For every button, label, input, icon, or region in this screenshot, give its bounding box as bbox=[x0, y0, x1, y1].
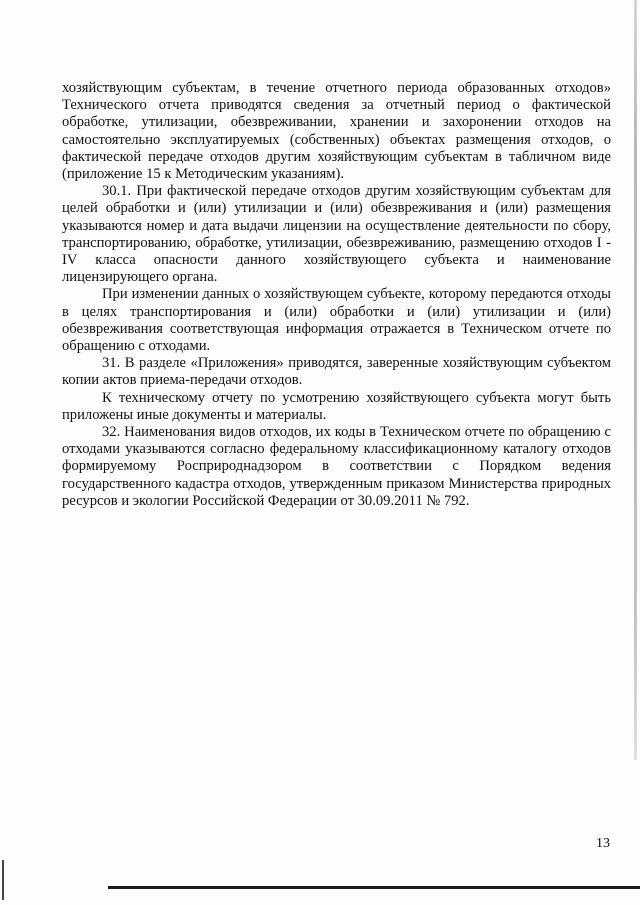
scan-left-mark bbox=[2, 860, 4, 900]
scan-edge-shadow bbox=[634, 0, 637, 760]
paragraph-31: 31. В разделе «Приложения» приводятся, заверенные хозяйствующим субъектом копии актов приема-передачи отходов. bbox=[62, 355, 611, 389]
paragraph-30-1: 30.1. При фактической передаче отходов другим хозяйствующим субъектам для целей обработки и (или) утилизации и (или) обезвреживания и (или) размещения указываются номер и дата выдачи лицензии на осуществление деятельности по сбору, транспортированию, обработке, утилизации, обезвреживанию, размещению отходов I - IV класса опасности данного хозяйствующего субъекта и наименование лицензирующего органа. bbox=[62, 183, 611, 286]
page-number: 13 bbox=[596, 836, 610, 851]
paragraph-32: 32. Наименования видов отходов, их коды в Техническом отчете по обращению с отходами указываются согласно федеральному классификационному каталогу отходов формируемому Росприроднадзором в соответствии с Порядком ведения государственного кадастра отходов, утвержденным приказом Министерства природных ресурсов и экологии Российской Федерации от 30.09.2011 № 792. bbox=[62, 424, 611, 509]
paragraph-attachments: К техническому отчету по усмотрению хозяйствующего субъекта могут быть приложены иные документы и материалы. bbox=[62, 389, 611, 423]
paragraph-change-data: При изменении данных о хозяйствующем субъекте, которому передаются отходы в целях транспортирования и (или) обработки и (или) утилизации и (или) обезвреживания соответствующая информация отражается в Техническом отчете по обращению с отходами. bbox=[62, 286, 611, 355]
body-text bbox=[62, 80, 611, 510]
paragraph-continuation: хозяйствующим субъектам, в течение отчетного периода образованных отходов» Технического отчета приводятся сведения за отчетный период о фактической обработке, утилизации, обезвреживании, хранении и захоронении отходов на самостоятельно эксплуатируемых (собственных) объектах размещения отходов, о фактической передаче отходов другим хозяйствующим субъектам в табличном виде (приложение 15 к Методическим указаниям). bbox=[62, 80, 611, 183]
scan-bottom-rule bbox=[108, 886, 640, 889]
